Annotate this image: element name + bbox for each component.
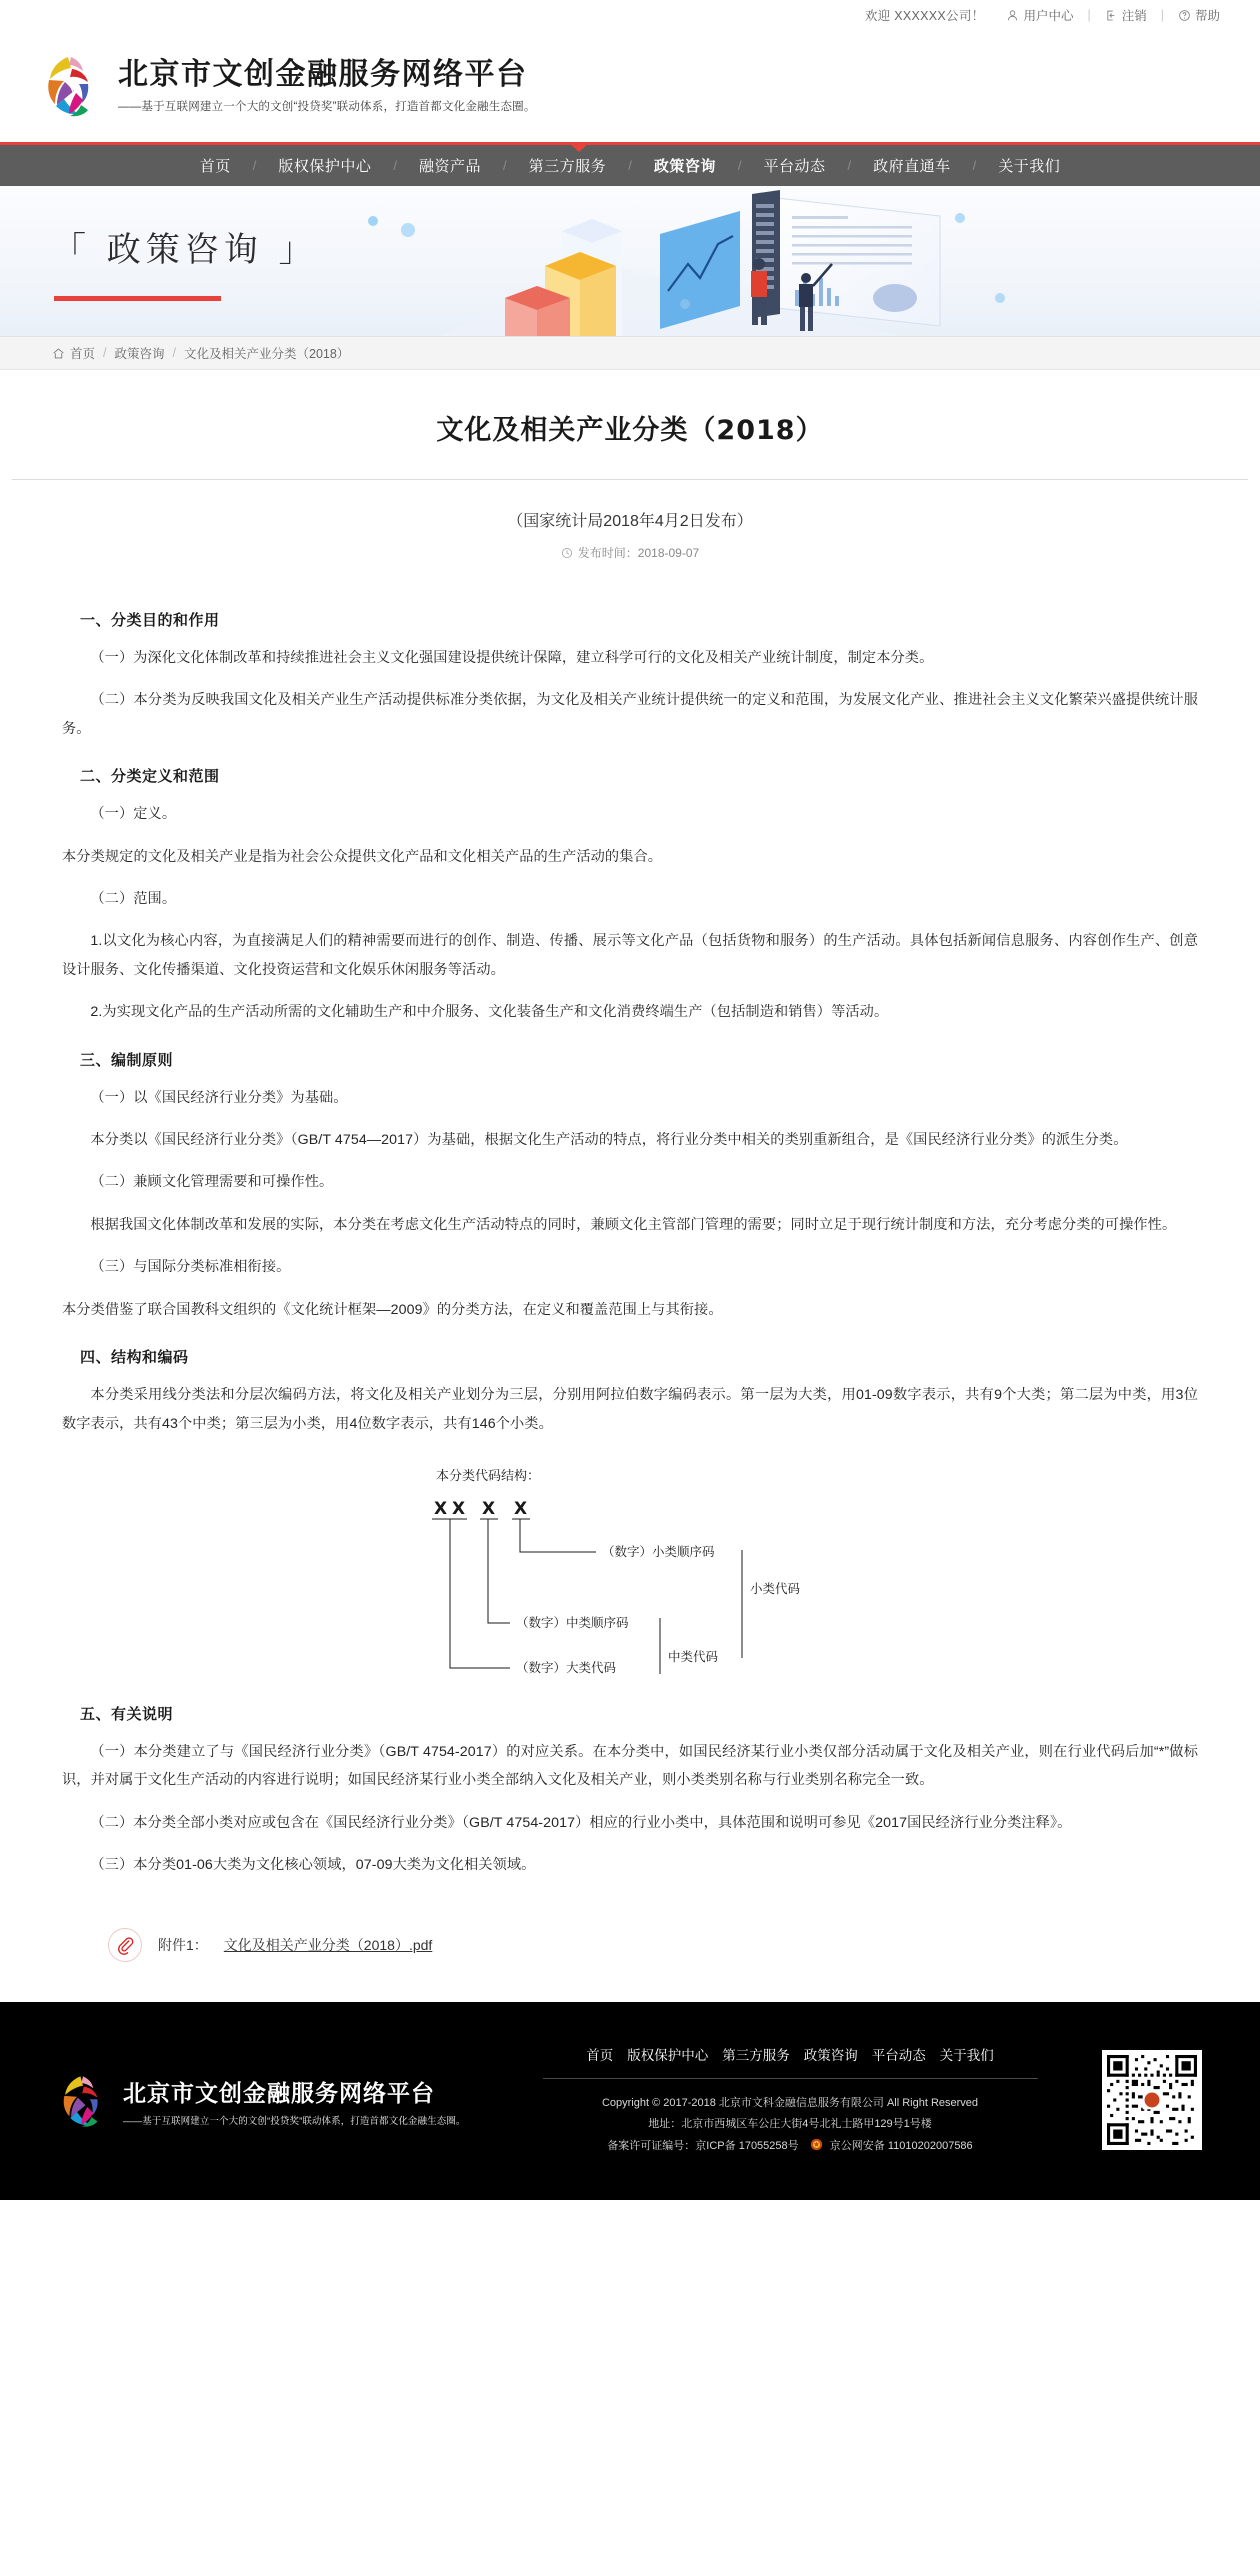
section-2-paragraph-5: 2.为实现文化产品的生产活动所需的文化辅助生产和中介服务、文化装备生产和文化消费终端生产（包括制造和销售）等活动。: [90, 1004, 889, 1021]
section-heading-2: 二、分类定义和范围: [80, 768, 220, 786]
footer-nav-copyright-center[interactable]: 版权保护中心: [627, 2047, 709, 2063]
breadcrumb-separator: /: [172, 346, 176, 360]
nav-item-copyright-center[interactable]: 版权保护中心: [278, 158, 372, 175]
section-2-paragraph-1: （一）定义。: [90, 806, 177, 823]
footer-nav-third-party-services[interactable]: 第三方服务: [722, 2047, 790, 2063]
breadcrumb-item-home[interactable]: 首页: [70, 347, 96, 361]
main-navigation: [0, 142, 1260, 186]
nav-separator: /: [503, 158, 507, 173]
footer-brand: [0, 2073, 540, 2129]
topbar-separator-2: |: [1160, 8, 1164, 22]
section-2-paragraph-2: 本分类规定的文化及相关产业是指为社会公众提供文化产品和文化相关产品的生产活动的集合。: [62, 848, 663, 865]
footer-police-filing[interactable]: 京公网安备 11010202007586: [829, 2139, 973, 2152]
label-mid-class-code: 中类代码: [668, 1648, 719, 1664]
top-utility-bar: [0, 0, 1260, 30]
section-3-paragraph-4: 根据我国文化体制改革和发展的实际，本分类在考虑文化生产活动特点的同时，兼顾文化主管部门管理的需要；同时立足于现行统计制度和方法，充分考虑分类的可操作性。: [90, 1216, 1177, 1233]
label-mid-class-order: （数字）中类顺序码: [516, 1614, 629, 1630]
section-heading-1: 一、分类目的和作用: [80, 612, 220, 629]
footer-divider: [543, 2078, 1038, 2079]
nav-separator: /: [972, 158, 977, 173]
footer-address: 地址：北京市西城区车公庄大街4号北礼士路甲129号1号楼: [648, 2118, 932, 2131]
attachment-label: 附件1：: [158, 1936, 208, 1953]
nav-item-financing-products[interactable]: 融资产品: [419, 158, 482, 175]
section-3-paragraph-3: （二）兼顾文化管理需要和可操作性。: [90, 1174, 334, 1191]
user-center-link[interactable]: [1006, 6, 1073, 24]
help-icon: [1178, 9, 1191, 22]
article-container: [0, 370, 1260, 2002]
section-5-paragraph-3: （三）本分类01-06大类为文化核心领域，07-09大类为文化相关领域。: [90, 1857, 536, 1874]
breadcrumb-item-policy[interactable]: 政策咨询: [114, 347, 165, 361]
section-4-paragraph-1: 本分类采用线分类法和分层次编码方法，将文化及相关产业划分为三层，分别用阿拉伯数字编码表示。第一层为大类，用01-09数字表示，共有9个大类；第二层为中类，用3位数字表示，共有43个中类；第三层为小类，用4位数字表示，共有146个小类。: [62, 1387, 1198, 1432]
brand-text-block: [118, 58, 536, 115]
section-3-paragraph-1: （一）以《国民经济行业分类》为基础。: [90, 1089, 348, 1106]
nav-separator: /: [393, 158, 398, 173]
breadcrumb-separator: /: [103, 346, 107, 360]
publish-time: [0, 531, 1260, 561]
nav-item-third-party-services[interactable]: 第三方服务: [528, 158, 607, 175]
footer-icp: 备案许可证编号：京ICP备 17055258号: [607, 2139, 799, 2152]
banner-underline: [54, 296, 221, 301]
footer-copyright: Copyright © 2017-2018 北京市文科金融信息服务有限公司 All Right Reserved: [601, 2096, 979, 2109]
code-char-1: X: [434, 1498, 448, 1519]
banner-title: 「 政策咨询 」: [52, 230, 318, 270]
police-badge-icon: [810, 2138, 823, 2151]
help-label: 帮助: [1194, 9, 1220, 23]
page-title: 文化及相关产业分类（2018）: [436, 415, 824, 446]
nav-item-policy-consulting[interactable]: 政策咨询: [653, 158, 716, 175]
qr-code: [1102, 2050, 1202, 2150]
page-banner: [0, 186, 1260, 336]
nav-item-platform-news[interactable]: 平台动态: [763, 158, 826, 175]
clock-icon: [561, 547, 573, 559]
footer-center: [540, 2044, 1040, 2157]
footer-filing-row: [607, 2136, 972, 2157]
help-link[interactable]: [1178, 6, 1220, 24]
label-big-class-code: （数字）大类代码: [516, 1659, 617, 1675]
footer-navigation: [586, 2044, 994, 2064]
footer-nav-platform-news[interactable]: 平台动态: [871, 2047, 926, 2063]
brand-slogan: ——基于互联网建立一个大的文创“投贷奖”联动体系，打造首都文化金融生态圈。: [118, 101, 536, 114]
nav-separator: /: [847, 158, 852, 173]
label-small-class-code: 小类代码: [750, 1580, 801, 1596]
code-char-2: X: [452, 1498, 466, 1519]
breadcrumb-item-current: 文化及相关产业分类（2018）: [184, 347, 350, 361]
nav-separator: /: [737, 158, 742, 173]
nav-item-home[interactable]: 首页: [199, 158, 231, 175]
section-3-paragraph-5: （三）与国际分类标准相衔接。: [90, 1259, 291, 1276]
brand-title: 北京市文创金融服务网络平台: [118, 56, 528, 92]
section-1-paragraph-2: （二）本分类为反映我国文化及相关产业生产活动提供标准分类依据，为文化及相关产业统计提供统一的定义和范围，为发展文化产业、推进社会主义文化繁荣兴盛提供统计服务。: [62, 692, 1198, 737]
footer-nav-home[interactable]: 首页: [586, 2047, 614, 2063]
code-structure-figure: [62, 1466, 1198, 1681]
code-char-3: X: [482, 1498, 496, 1519]
attachment-file-link[interactable]: 文化及相关产业分类（2018）.pdf: [223, 1936, 433, 1953]
section-2-paragraph-4: 1.以文化为核心内容，为直接满足人们的精神需要而进行的创作、制造、传播、展示等文化产品（包括货物和服务）的生产活动。具体包括新闻信息服务、内容创作生产、创意设计服务、文化传播渠道、文化投资运营和文化娱乐休闲服务等活动。: [62, 933, 1198, 978]
attachment-row: [62, 1880, 1198, 1962]
footer-logo-icon: [55, 2073, 111, 2129]
figure-caption: 本分类代码结构：: [436, 1468, 541, 1484]
logout-icon: [1105, 9, 1118, 22]
label-small-class-order: （数字）小类顺序码: [602, 1543, 715, 1559]
footer-brand-title: 北京市文创金融服务网络平台: [123, 2080, 435, 2107]
section-heading-3: 三、编制原则: [80, 1051, 174, 1069]
user-center-label: 用户中心: [1023, 9, 1074, 23]
section-5-paragraph-1: （一）本分类建立了与《国民经济行业分类》（GB/T 4754-2017）的对应关系。在本分类中，如国民经济某行业小类仅部分活动属于文化及相关产业，则在行业代码后加“*”做标识，并对属于文化生产活动的内容进行说明；如国民经济某行业小类全部纳入文化及相关产业，则小类类别名称与行业类别名称完全一致。: [62, 1743, 1198, 1789]
section-heading-5: 五、有关说明: [80, 1705, 174, 1723]
section-heading-4: 四、结构和编码: [80, 1349, 189, 1367]
section-1-paragraph-1: （一）为深化文化体制改革和持续推进社会主义文化强国建设提供统计保障，建立科学可行的文化及相关产业统计制度，制定本分类。: [90, 650, 934, 666]
home-icon: [52, 347, 65, 360]
footer-brand-text: [123, 2075, 466, 2127]
topbar-separator-1: |: [1087, 8, 1091, 22]
section-2-paragraph-3: （二）范围。: [90, 891, 177, 908]
nav-item-about-us[interactable]: 关于我们: [998, 158, 1061, 175]
nav-items-container: [178, 155, 1083, 176]
publish-time-label: 发布时间：2018-09-07: [577, 546, 700, 560]
footer-brand-slogan: ——基于互联网建立一个大的文创“投贷奖”联动体系，打造首都文化金融生态圈。: [123, 2115, 466, 2127]
article-source: （国家统计局2018年4月2日发布）: [507, 513, 753, 530]
user-icon: [1006, 9, 1019, 22]
site-logo-icon[interactable]: [38, 53, 104, 119]
nav-separator: /: [252, 158, 257, 173]
logout-label: 注销: [1121, 9, 1147, 23]
nav-item-government-express[interactable]: 政府直通车: [873, 158, 951, 175]
site-header: [0, 30, 1260, 142]
nav-separator: /: [628, 158, 632, 173]
code-char-4: X: [514, 1498, 528, 1519]
banner-illustration: [340, 186, 1260, 336]
section-3-paragraph-2: 本分类以《国民经济行业分类》（GB/T 4754—2017）为基础，根据文化生产活动的特点，将行业分类中相关的类别重新组合，是《国民经济行业分类》的派生分类。: [90, 1132, 1128, 1149]
section-5-paragraph-2: （二）本分类全部小类对应或包含在《国民经济行业分类》（GB/T 4754-2017）相应的行业小类中，具体范围和说明可参见《2017国民经济行业分类注释》。: [90, 1814, 1072, 1831]
logout-link[interactable]: [1105, 6, 1147, 24]
code-structure-diagram: [370, 1466, 890, 1681]
article-body: [0, 561, 1260, 1962]
section-3-paragraph-6: 本分类借鉴了联合国教科文组织的《文化统计框架—2009》的分类方法，在定义和覆盖范围上与其衔接。: [62, 1301, 723, 1318]
paperclip-icon: [108, 1928, 142, 1962]
breadcrumb: [0, 336, 1260, 370]
active-nav-caret: [568, 142, 590, 152]
welcome-text: 欢迎 XXXXXX公司！: [864, 9, 985, 23]
footer-nav-policy-consulting[interactable]: 政策咨询: [803, 2047, 858, 2063]
site-footer: [0, 2002, 1260, 2200]
qr-code-image: [1107, 2055, 1197, 2145]
footer-nav-about-us[interactable]: 关于我们: [939, 2047, 994, 2063]
